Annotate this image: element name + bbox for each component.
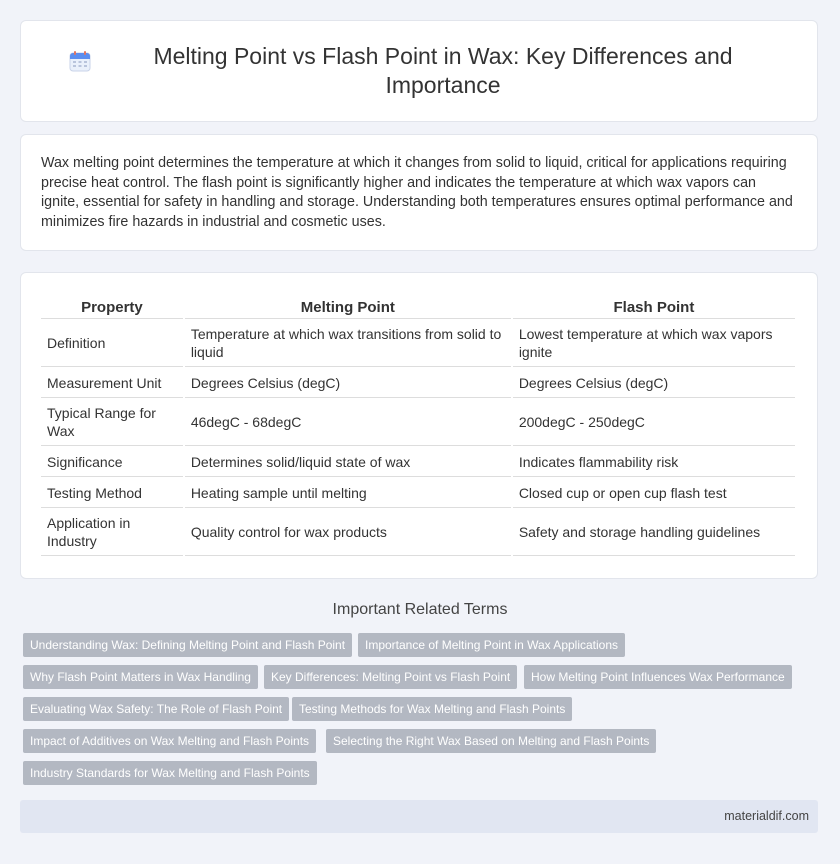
related-term-tag[interactable]: Why Flash Point Matters in Wax Handling: [23, 665, 258, 689]
table-cell: Indicates flammability risk: [513, 446, 795, 477]
table-cell: Degrees Celsius (degC): [185, 367, 511, 398]
comparison-table: [39, 293, 797, 556]
column-header: Property: [41, 293, 183, 319]
table-cell: Significance: [41, 446, 183, 477]
table-row: [41, 508, 795, 556]
footer: [20, 800, 818, 833]
table-cell: 46degC - 68degC: [185, 398, 511, 446]
table-cell: Determines solid/liquid state of wax: [185, 446, 511, 477]
calendar-icon: [69, 50, 91, 72]
related-term-tag[interactable]: Impact of Additives on Wax Melting and Flash Points: [23, 729, 316, 753]
related-term-tag[interactable]: Testing Methods for Wax Melting and Flash Points: [292, 697, 572, 721]
table-cell: Application in Industry: [41, 508, 183, 556]
table-cell: Heating sample until melting: [185, 477, 511, 508]
table-row: [41, 446, 795, 477]
related-term-tag[interactable]: Key Differences: Melting Point vs Flash Point: [264, 665, 517, 689]
table-row: [41, 319, 795, 367]
column-header: Melting Point: [185, 293, 511, 319]
table-cell: Quality control for wax products: [185, 508, 511, 556]
page-title: Melting Point vs Flash Point in Wax: Key Differences and Importance: [153, 43, 733, 98]
title-wrap: [69, 42, 769, 100]
related-term-tag[interactable]: Understanding Wax: Defining Melting Point and Flash Point: [23, 633, 352, 657]
table-cell: Typical Range for Wax: [41, 398, 183, 446]
related-term-tag[interactable]: How Melting Point Influences Wax Performance: [524, 665, 792, 689]
table-row: [41, 367, 795, 398]
table-cell: Degrees Celsius (degC): [513, 367, 795, 398]
related-term-tag[interactable]: Evaluating Wax Safety: The Role of Flash Point: [23, 697, 289, 721]
table-cell: Lowest temperature at which wax vapors ignite: [513, 319, 795, 367]
related-term-tag[interactable]: Selecting the Right Wax Based on Melting and Flash Points: [326, 729, 656, 753]
table-cell: Closed cup or open cup flash test: [513, 477, 795, 508]
table-cell: Definition: [41, 319, 183, 367]
table-cell: Measurement Unit: [41, 367, 183, 398]
related-term-tag[interactable]: Importance of Melting Point in Wax Applications: [358, 633, 625, 657]
column-header: Flash Point: [513, 293, 795, 319]
table-cell: 200degC - 250degC: [513, 398, 795, 446]
title-card: [20, 20, 818, 122]
table-cell: Testing Method: [41, 477, 183, 508]
table-cell: Temperature at which wax transitions from solid to liquid: [185, 319, 511, 367]
footer-site[interactable]: materialdif.com: [724, 809, 809, 823]
comparison-table-card: [20, 272, 818, 579]
summary-card: [20, 134, 818, 251]
summary-text: Wax melting point determines the temperature at which it changes from solid to liquid, critical for applications requiring precise heat control. The flash point is significantly higher and indicates the temperature at which wax vapors can ignite, essential for safety in handling and storage. Understanding both temperatures ensures optimal performance and minimizes fire hazards in industrial and cosmetic uses.: [41, 155, 793, 230]
table-row: [41, 477, 795, 508]
table-row: [41, 398, 795, 446]
table-header-row: [41, 293, 795, 319]
related-terms-title: Important Related Terms: [332, 601, 508, 618]
table-cell: Safety and storage handling guidelines: [513, 508, 795, 556]
related-term-tag[interactable]: Industry Standards for Wax Melting and Flash Points: [23, 761, 317, 785]
